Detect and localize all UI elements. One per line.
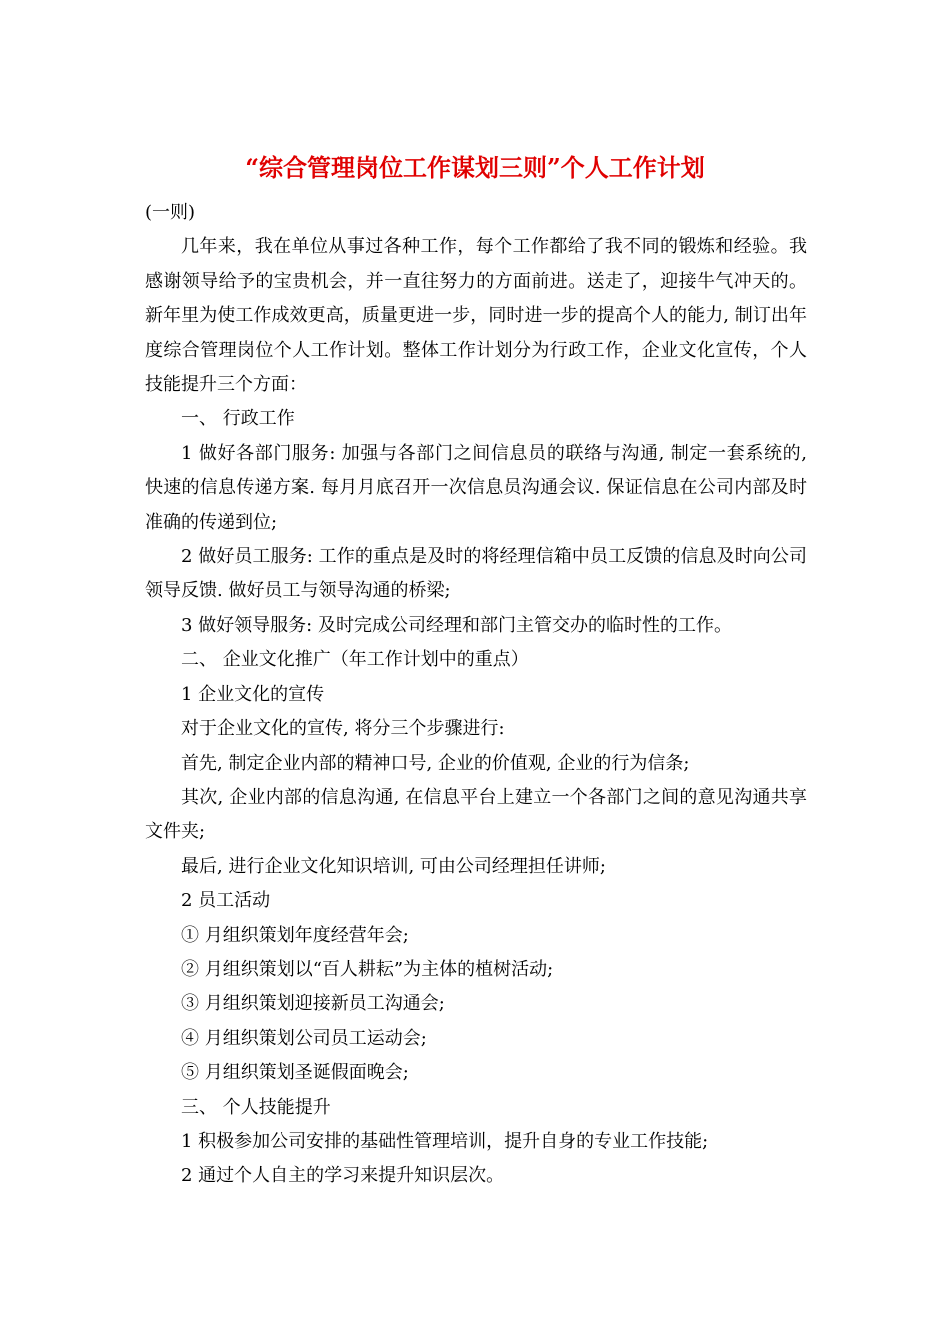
heading-corporate-culture: 二、 企业文化推广（年工作计划中的重点） [181, 649, 529, 671]
culture-step-first: 首先, 制定企业内部的精神口号, 企业的价值观, 企业的行为信条; [181, 752, 690, 774]
item-department-service: 1 做好各部门服务: 加强与各部门之间信息员的联络与沟通, 制定一套系统的, 快速的信息传递方案. 每月月底召开一次信息员沟通会议. 保证信息在公司内部及时准确的传递到位; [145, 442, 807, 533]
intro-paragraph: 几年来，我在单位从事过各种工作，每个工作都给了我不同的锻炼和经验。我感谢领导给予的宝贵机会，并一直往努力的方面前进。送走了，迎接牛气冲天的。新年里为使工作成效更高，质量更进一步，同时进一步的提高个人的能力, 制订出年度综合管理岗位个人工作计划。整体工作计划分为行政工作，企业文化宣传，个人技能提升三个方面： [145, 236, 807, 396]
culture-step-second: 其次, 企业内部的信息沟通, 在信息平台上建立一个各部门之间的意见沟通共享文件夹; [145, 786, 807, 843]
activity-new-employee-meeting: ③ 月组织策划迎接新员工沟通会; [181, 993, 445, 1015]
item-culture-promotion: 1 企业文化的宣传 [181, 683, 325, 705]
activity-christmas-party: ⑤ 月组织策划圣诞假面晚会; [181, 1062, 409, 1084]
document-title: “综合管理岗位工作谋划三则”个人工作计划 [245, 153, 705, 182]
item-self-study: 2 通过个人自主的学习来提升知识层次。 [181, 1165, 505, 1187]
heading-personal-skills: 三、 个人技能提升 [181, 1096, 331, 1118]
activity-sports-meet: ④ 月组织策划公司员工运动会; [181, 1027, 427, 1049]
heading-administrative-work: 一、 行政工作 [181, 408, 295, 430]
item-employee-service: 2 做好员工服务: 工作的重点是及时的将经理信箱中员工反馈的信息及时向公司领导反馈. 做好员工与领导沟通的桥梁; [145, 546, 807, 602]
item-management-training: 1 积极参加公司安排的基础性管理培训，提升自身的专业工作技能; [181, 1130, 709, 1152]
culture-steps-intro: 对于企业文化的宣传, 将分三个步骤进行: [181, 718, 505, 740]
item-leader-service: 3 做好领导服务: 及时完成公司经理和部门主管交办的临时性的工作。 [181, 614, 732, 636]
section-label: (一则) [145, 202, 196, 223]
activity-annual-meeting: ① 月组织策划年度经营年会; [181, 924, 409, 946]
document-body [145, 196, 807, 1194]
item-employee-activities: 2 员工活动 [181, 890, 271, 912]
activity-tree-planting: ② 月组织策划以“百人耕耘”为主体的植树活动; [181, 958, 554, 980]
culture-step-last: 最后, 进行企业文化知识培训, 可由公司经理担任讲师; [181, 855, 606, 877]
